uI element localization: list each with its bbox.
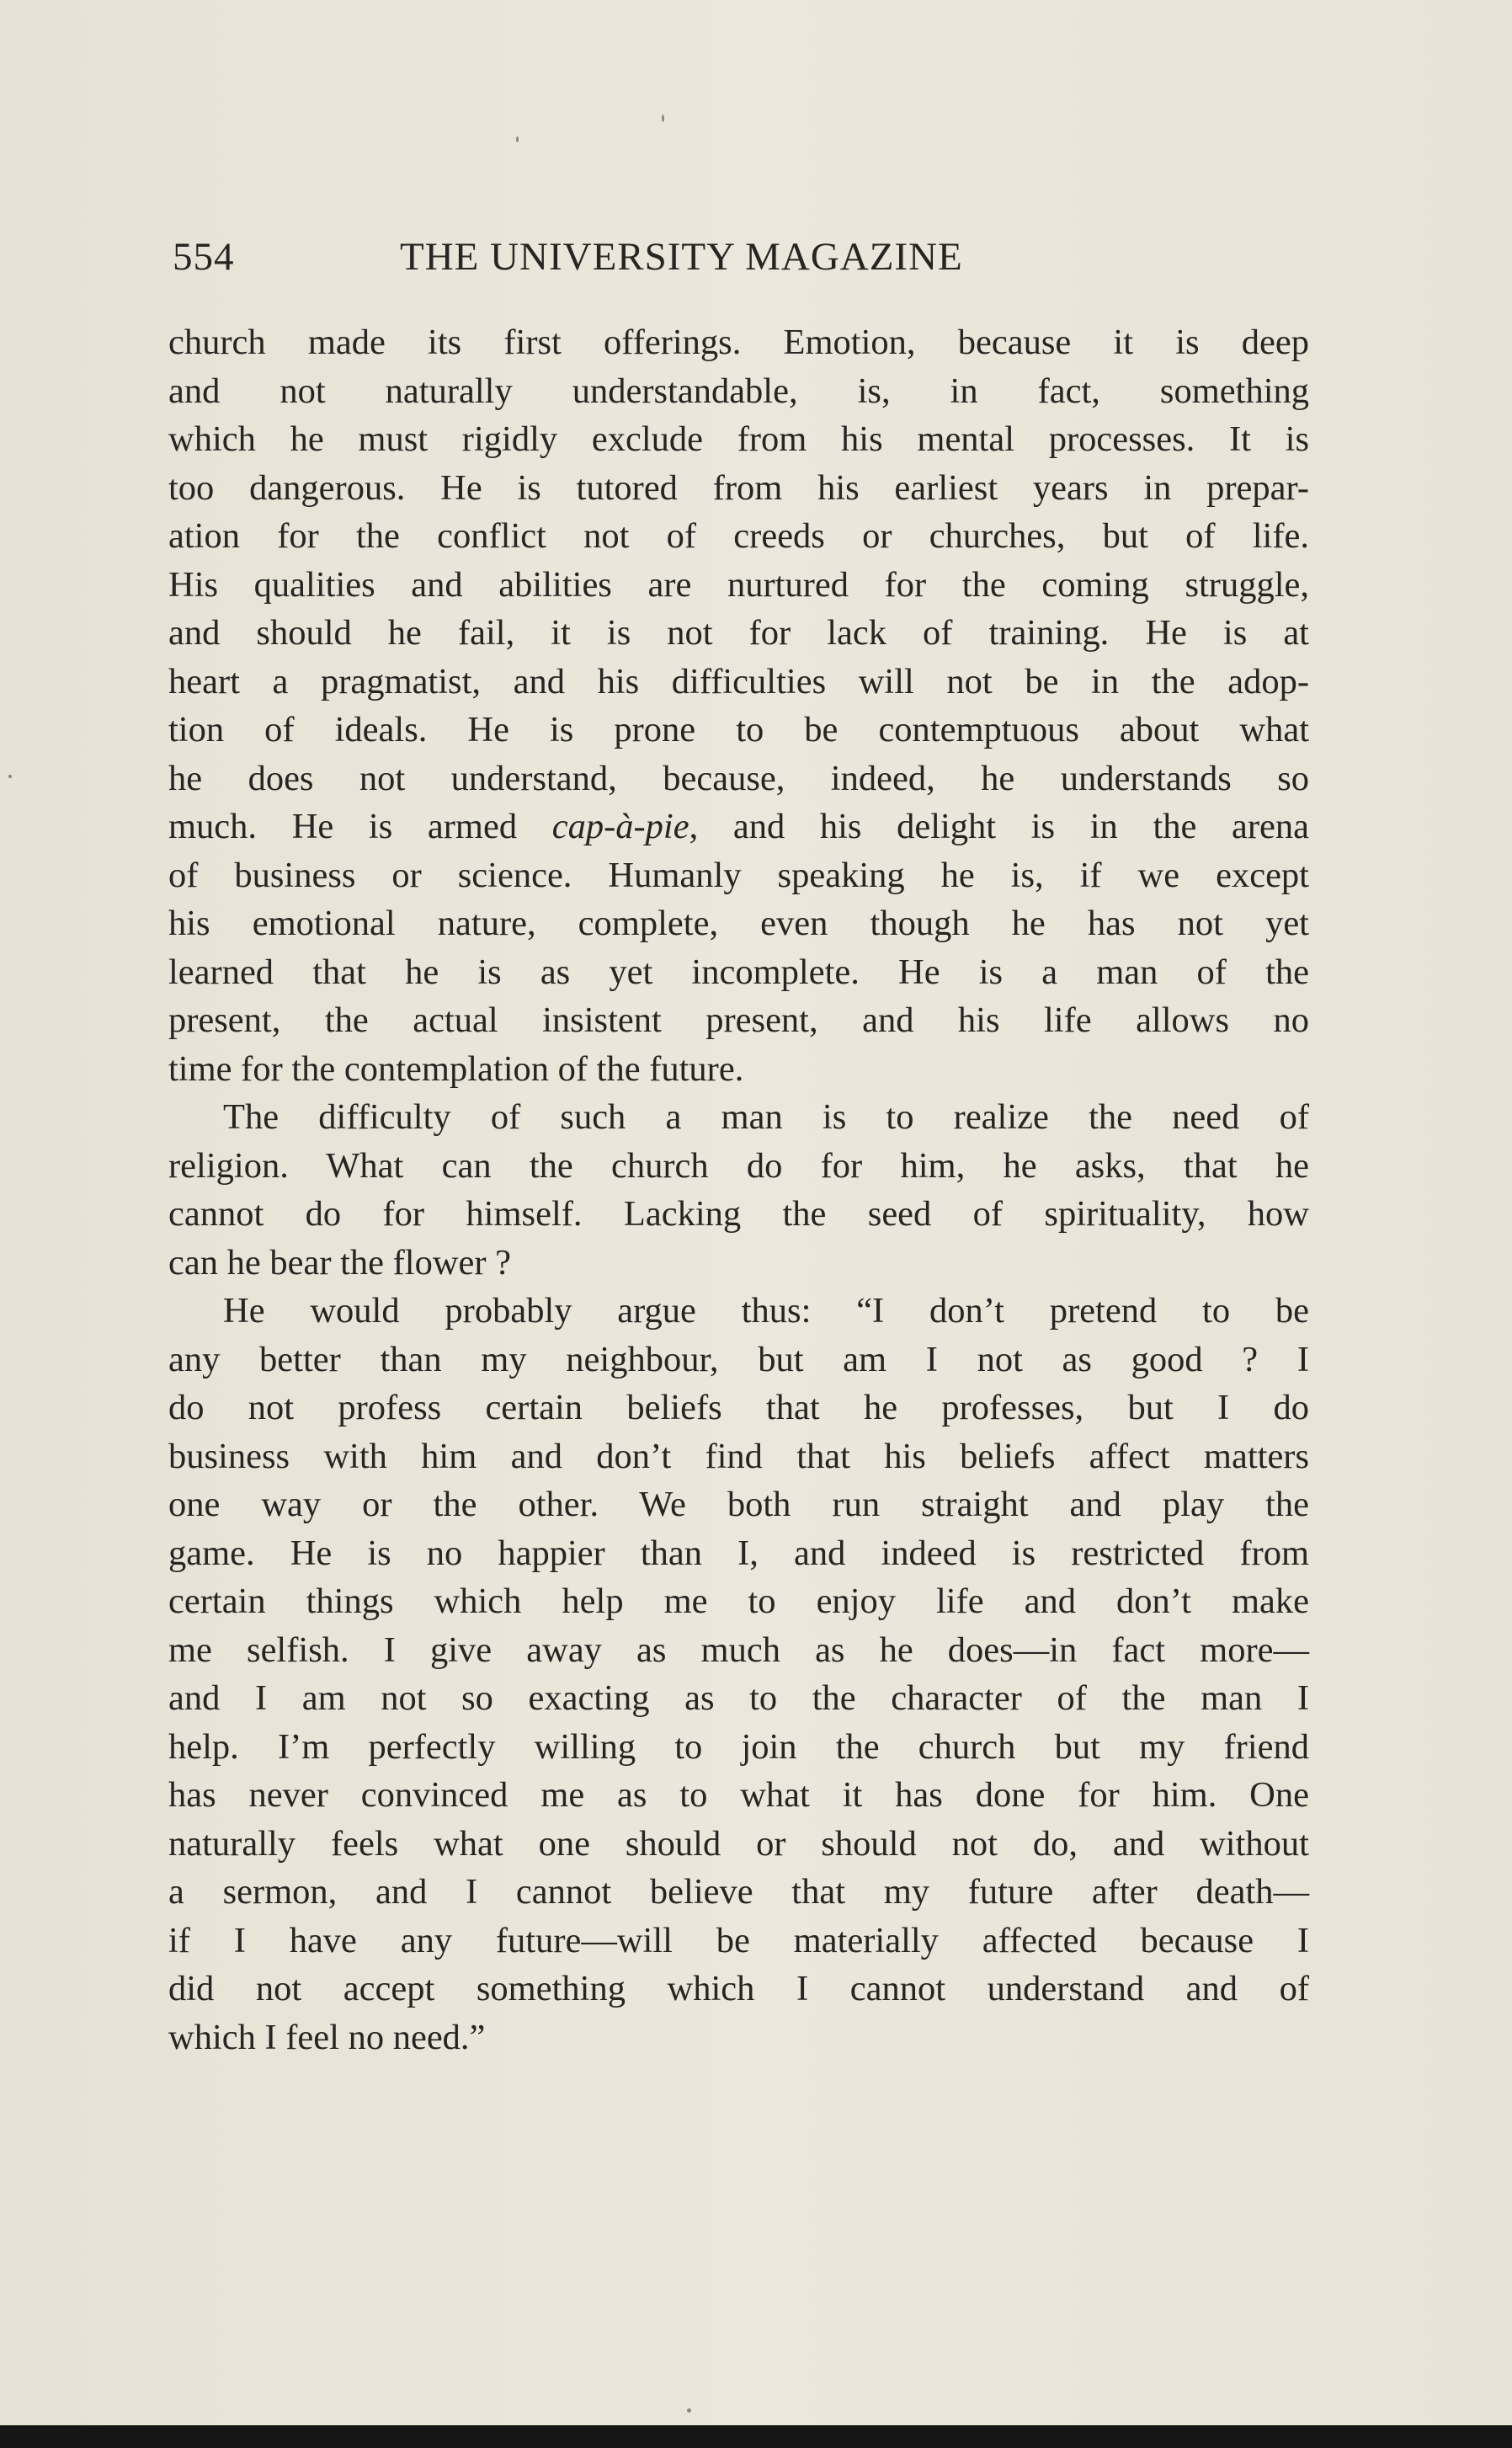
paragraph [168, 1287, 1309, 2061]
text-line: The difficulty of such a man is to realize the need of [223, 1097, 1309, 1137]
text-line: He would probably argue thus: “I don’t pretend to be [223, 1291, 1309, 1331]
text-line: of business or science. Humanly speaking he is, if we except [168, 855, 1309, 895]
text-line: business with him and don’t find that his beliefs affect matters [168, 1436, 1309, 1476]
text-line: church made its first offerings. Emotion, because it is deep [168, 323, 1309, 362]
paper-speck [662, 115, 664, 122]
text-line: which he must rigidly exclude from his mental processes. It is [168, 419, 1309, 459]
italic-phrase: cap-à-pie [551, 807, 689, 846]
text-line: his emotional nature, complete, even though he has not yet [168, 904, 1309, 943]
paragraph [168, 1093, 1309, 1287]
paper-speck [687, 2408, 691, 2413]
text-line: ation for the conflict not of creeds or churches, but of life. [168, 516, 1309, 556]
scan-bottom-edge [0, 2425, 1512, 2448]
paper-speck [8, 775, 12, 778]
text-line: and I am not so exacting as to the character of the man I [168, 1678, 1309, 1718]
page-number: 554 [173, 235, 235, 279]
article-body [168, 318, 1309, 2087]
text-line: he does not understand, because, indeed, he understands so [168, 758, 1309, 798]
text-line: game. He is no happier than I, and indeed is restricted from [168, 1533, 1309, 1573]
text-line: cannot do for himself. Lacking the seed of spirituality, how [168, 1194, 1309, 1234]
text-line: which I feel no need.” [168, 2017, 486, 2057]
text-line: religion. What can the church do for him, he asks, that he [168, 1145, 1309, 1186]
text-line: heart a pragmatist, and his difficulties will not be in the adop- [168, 661, 1309, 701]
text-line: do not profess certain beliefs that he professes, but I do [168, 1388, 1309, 1427]
text-line: too dangerous. He is tutored from his earliest years in prepar- [168, 467, 1309, 508]
text-line: learned that he is as yet incomplete. He is a man of the [168, 952, 1309, 992]
text-line: if I have any future—will be materially affected because I [168, 1920, 1309, 1960]
text-line: help. I’m perfectly willing to join the church but my friend [168, 1726, 1309, 1767]
text-line: and not naturally understandable, is, in fact, something [168, 371, 1309, 411]
text-line: a sermon, and I cannot believe that my future after death— [168, 1872, 1309, 1912]
text-line: tion of ideals. He is prone to be contemptuous about what [168, 710, 1309, 749]
page-header [173, 234, 1078, 285]
paper-speck [516, 136, 519, 142]
text-line: time for the contemplation of the future. [168, 1048, 744, 1089]
text-line: can he bear the flower ? [168, 1242, 512, 1283]
running-title: THE UNIVERSITY MAGAZINE [400, 235, 963, 279]
paragraph [168, 318, 1309, 1093]
text-line: any better than my neighbour, but am I not as good ? I [168, 1339, 1309, 1379]
text-line: me selfish. I give away as much as he does—in fact more— [168, 1629, 1309, 1670]
text-line: naturally feels what one should or should not do, and without [168, 1823, 1309, 1864]
text-line: certain things which help me to enjoy life and don’t make [168, 1581, 1309, 1621]
text-line: did not accept something which I cannot understand and of [168, 1969, 1309, 2008]
text-line: and should he fail, it is not for lack of training. He is at [168, 613, 1309, 653]
text-line: one way or the other. We both run straight and play the [168, 1485, 1309, 1524]
text-line: present, the actual insistent present, and his life allows no [168, 1000, 1309, 1040]
text-line: His qualities and abilities are nurtured for the coming struggle, [168, 564, 1309, 605]
text-line: has never convinced me as to what it has done for him. One [168, 1775, 1309, 1815]
text-line: much. He is armed cap-à-pie, and his delight is in the arena [168, 807, 1309, 846]
